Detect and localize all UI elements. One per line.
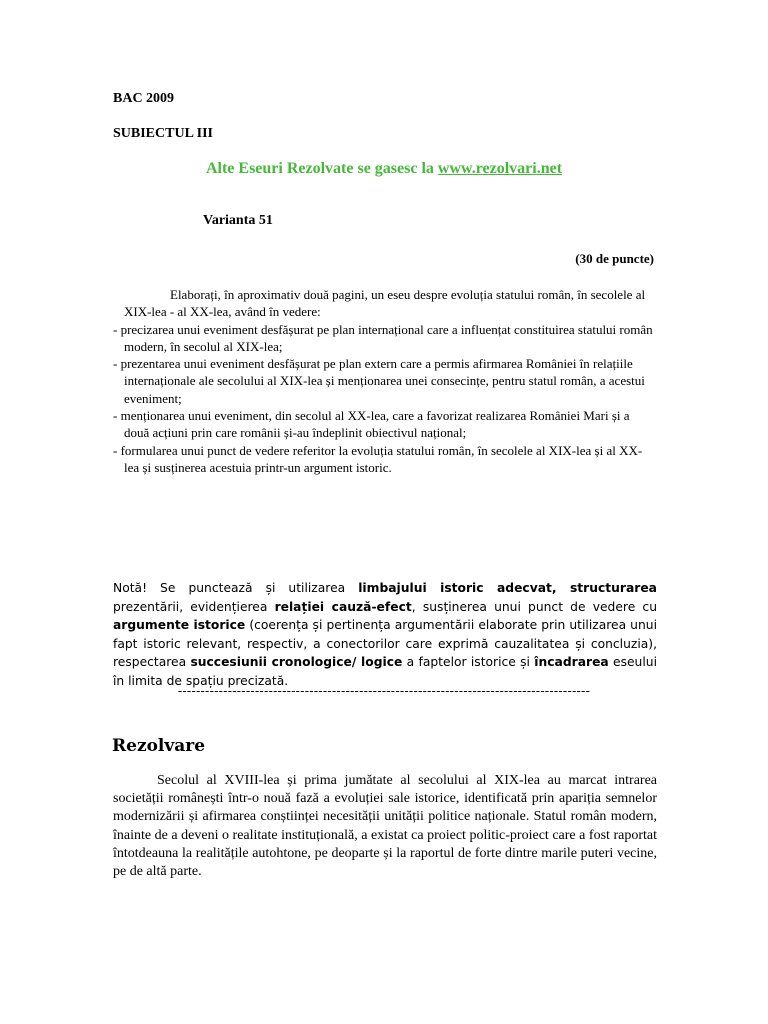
note-emphasis: relației cauză-efect: [274, 599, 412, 614]
note-text: eseului în limita de spațiu precizată.: [113, 655, 657, 688]
note-text: , susținerea unui punct de vedere cu: [411, 599, 657, 614]
task-statement: [113, 286, 657, 476]
section-divider: -------------------------------------------------------------------------------------------: [177, 684, 591, 698]
points-label: (30 de puncte): [575, 251, 654, 266]
exam-title: BAC 2009: [113, 91, 175, 106]
task-intro: Elaborați, în aproximativ două pagini, un eseu despre evoluția statului român, în secolele al XIX-lea - al XX-lea, având în vedere:: [124, 287, 646, 320]
note-emphasis: argumente istorice: [113, 618, 246, 633]
task-item: - menționarea unui eveniment, din secolul al XX-lea, care a favorizat realizarea României Mari și a două acțiuni prin care românii și-au îndeplinit obiectivul național;: [113, 408, 630, 441]
note-text: (coerența și pertinența argumentării elaborate prin utilizarea unui fapt istoric relevant, respectiv, a conectorilor care exprimă cauzalitatea și concluzia), respectarea: [113, 618, 657, 670]
promo-text: Alte Eseuri Rezolvate se gasesc la: [205, 160, 438, 177]
variant-label: Varianta 51: [203, 213, 273, 228]
solution-title: Rezolvare: [112, 736, 206, 756]
note-emphasis: încadrarea: [534, 655, 609, 670]
note-text: Notă! Se punctează și utilizarea: [113, 581, 359, 595]
task-item: - prezentarea unui eveniment desfășurat pe plan extern care a permis afirmarea României în relațiile internaționale ale secolului al XIX-lea și menționarea unei consecințe, pentru statul român, a acestui eveniment;: [113, 356, 645, 406]
subject-title: SUBIECTUL III: [113, 126, 213, 141]
grading-note: [113, 579, 657, 691]
note-text: prezentării, evidențierea: [113, 599, 275, 614]
task-item: - precizarea unui eveniment desfășurat pe plan internațional care a influențat constituirea statului român modern, în secolul al XIX-lea;: [113, 321, 653, 354]
note-emphasis: succesiunii cronologice/ logice: [190, 655, 403, 670]
note-emphasis: limbajului istoric adecvat, structurarea: [358, 581, 657, 595]
note-text: a faptelor istorice și: [402, 655, 535, 670]
solution-paragraph: Secolul al XVIII-lea și prima jumătate al secolului al XIX-lea au marcat intrarea societății românești într-o nouă fază a evoluției sale istorice, identificată prin apariția semnelor modernizării și afirmarea conștiinței necesității unității politice naționale. Statul român modern, înainte de a deveni o realitate instituțională, a existat ca proiect politic-proiect care a fost raportat întotdeauna la realitățile autohtone, pe deoparte și la raportul de forte dintre marile puteri vecine, pe de altă parte.: [113, 773, 657, 880]
promo-link[interactable]: www.rezolvari.net: [437, 160, 563, 177]
promo-line: [0, 160, 768, 178]
task-item: - formularea unui punct de vedere referitor la evoluția statului român, în secolele al XIX-lea și al XX-lea și susținerea acestuia printr-un argument istoric.: [113, 442, 643, 475]
